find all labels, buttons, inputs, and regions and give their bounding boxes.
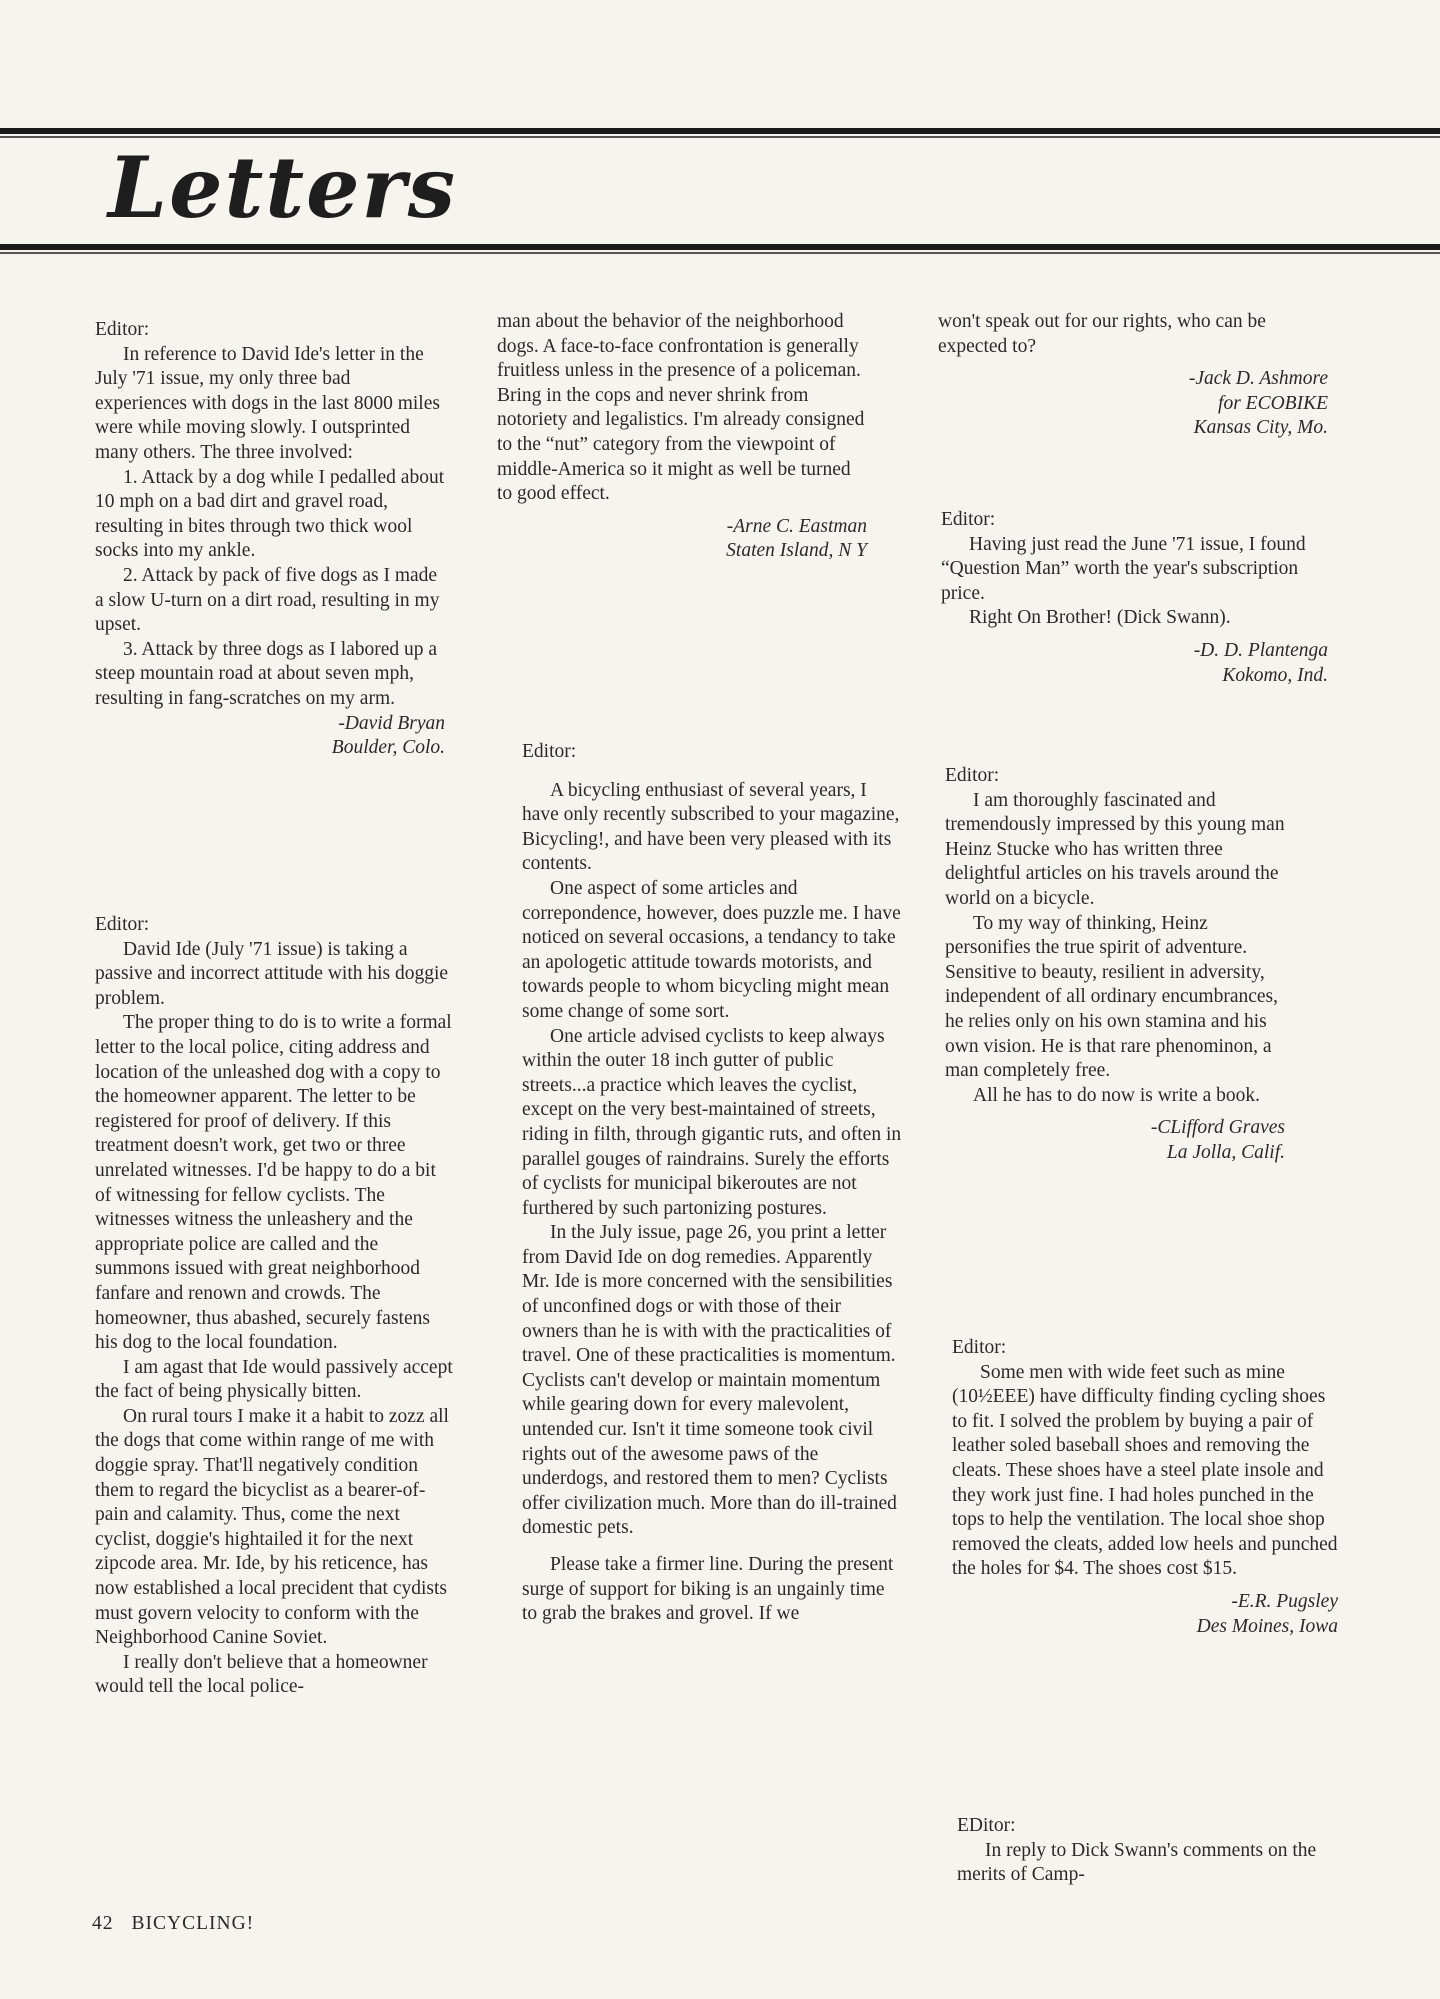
letter-signature-name: -Arne C. Eastman: [726, 515, 867, 537]
letter-salutation: Editor:: [95, 914, 150, 935]
letter-paragraph: 3. Attack by three dogs as I labored up a steep mountain road at about seven mph, resulting in fang-scratches on my arm.: [95, 638, 438, 709]
letter-paragraph: One article advised cyclists to keep always within the outer 18 inch gutter of public streets...a practice which leaves the cyclist, except on the very best-maintained of streets, riding in filth, through gigantic ruts, and often in parallel gouges of raindrains. Surely the efforts of cyclists for municipal bikeroutes are not furthered by such partonizing postures.: [522, 1025, 902, 1219]
letter-paragraph: 1. Attack by a dog while I pedalled about 10 mph on a bad dirt and gravel road, resulting in bites through two thick wool socks into my ankle.: [95, 466, 445, 562]
letter-signature-name: -E.R. Pugsley: [1231, 1590, 1338, 1612]
letter-paragraph: David Ide (July '71 issue) is taking a passive and incorrect attitude with his doggie problem.: [95, 938, 449, 1009]
letter-salutation: Editor:: [95, 319, 150, 340]
letter-camp-reply: [957, 1814, 1317, 1888]
letter-paragraph: To my way of thinking, Heinz personifies the true spirit of adventure. Sensitive to beauty, resilient in adversity, independent of all ordinary encumbrances, he relies only on his own stamina and his own vision. He is that rare phenominon, a man completely free.: [945, 912, 1278, 1082]
letter-paragraph: In the July issue, page 26, you print a letter from David Ide on dog remedies. Apparently Mr. Ide is more concerned with the sensibilities of unconfined dogs or with those of their owners than he is with with the practicalities of travel. One of these practicalities is momentum. Cyclists can't develop or maintain momentum while gearing down for every malevolent, untended cur. Isn't it time someone took civil rights out of the awesome paws of the underdogs, and restored them to men? Cyclists offer civilization much. More than do ill-trained domestic pets.: [522, 1222, 897, 1539]
letter-continuation: man about the behavior of the neighborhood dogs. A face-to-face confrontation is generally fruitless unless in the presence of a policeman. Bring in the cops and never shrink from notoriety and legalistics. I'm already consigned to the “nut” category from the viewpoint of middle-America so it might as well be turned to good effect.: [497, 311, 865, 505]
letter-paragraph: I am agast that Ide would passively accept the fact of being physically bitten.: [95, 1356, 453, 1403]
letter-signature-place: Boulder, Colo.: [331, 737, 445, 759]
letter-paragraph: The proper thing to do is to write a formal letter to the local police, citing address and location of the unleashed dog with a copy to the homeowner apparent. The letter to be registered for proof of delivery. If this treatment doesn't work, get two or three unrelated witnesses. I'd be happy to do a bit of witnessing for fellow cyclists. The witnesses witness the unleashery and the appropriate police are called and the summons issued with great neighborhood fanfare and renown and crowds. The homeowner, thus abashed, securely fastens his dog to the local foundation.: [95, 1012, 452, 1354]
letter-arne-eastman: [95, 913, 455, 1700]
letter-paragraph: I am thoroughly fascinated and tremendously impressed by this young man Heinz Stucke who has written three delightful articles on his travels around the world on a bicycle.: [945, 789, 1285, 909]
letter-signature-place: La Jolla, Calif.: [1166, 1141, 1285, 1163]
magazine-name: BICYCLING!: [131, 1913, 255, 1934]
letter-paragraph: Having just read the June '71 issue, I found “Question Man” worth the year's subscription price.: [941, 533, 1306, 604]
letter-signature-org: for ECOBIKE: [1218, 392, 1328, 414]
page-footer: [92, 1913, 254, 1935]
letter-signature-name: -David Bryan: [338, 712, 445, 734]
letter-paragraph: 2. Attack by pack of five dogs as I made a slow U-turn on a dirt road, resulting in my upset.: [95, 564, 440, 636]
letter-salutation: EDitor:: [957, 1815, 1016, 1836]
letter-plantenga: [941, 508, 1328, 688]
letter-signature-place: Staten Island, N Y: [726, 540, 867, 562]
letter-paragraph: I really don't believe that a homeowner would tell the local police-: [95, 1651, 428, 1698]
letter-signature-place: Kansas City, Mo.: [1193, 417, 1328, 439]
letter-pugsley: [952, 1336, 1338, 1639]
letter-paragraph: Right On Brother! (Dick Swann).: [969, 607, 1231, 629]
letter-signature-place: Kokomo, Ind.: [1222, 664, 1328, 686]
letter-continuation: won't speak out for our rights, who can be expected to?: [938, 311, 1266, 357]
letter-paragraph: A bicycling enthusiast of several years, I have only recently subscribed to your magazine, Bicycling!, and have been very pleased with its contents.: [522, 779, 900, 875]
page-number: 42: [92, 1913, 114, 1934]
letter-salutation: Editor:: [941, 509, 996, 530]
letter-paragraph: In reference to David Ide's letter in the July '71 issue, my only three bad experiences with dogs in the last 8000 miles were while moving slowly. I outsprinted many others. The three involved:: [95, 343, 440, 463]
letter-paragraph: On rural tours I make it a habit to zozz all the dogs that come within range of me with doggie spray. That'll negatively condition them to regard the bicyclist as a bearer-of-pain and calamity. Thus, come the next cyclist, doggie's hightailed it for the next zipcode area. Mr. Ide, by his reticence, has now established a local precident that cydists must govern velocity to conform with the Neighborhood Canine Soviet.: [95, 1405, 449, 1649]
letter-salutation: Editor:: [952, 1337, 1007, 1358]
letter-paragraph: Please take a firmer line. During the present surge of support for biking is an ungainly time to grab the brakes and grovel. If we: [522, 1554, 894, 1625]
letter-arne-eastman-continued: [497, 310, 867, 564]
letter-paragraph: In reply to Dick Swann's comments on the merits of Camp-: [957, 1839, 1317, 1886]
letter-paragraph: Some men with wide feet such as mine (10½EEE) have difficulty finding cycling shoes to fit. I solved the problem by buying a pair of leather soled baseball shoes and removing the cleats. These shoes have a steel plate insole and they work just fine. I had holes punched in the tops to help the ventilation. The local shoe shop removed the cleats, added low heels and punched the holes for $4. The shoes cost $15.: [952, 1361, 1338, 1580]
letter-david-bryan: [95, 318, 445, 761]
letter-signature-name: -CLifford Graves: [1150, 1117, 1285, 1139]
letter-paragraph: One aspect of some articles and correpondence, however, does puzzle me. I have noticed on several occasions, a tendancy to take an apologetic attitude towards motorists, and towards people to whom bicycling might mean some change of some sort.: [522, 877, 901, 1022]
page-title: Letters: [108, 138, 458, 237]
letter-jack-ashmore: [522, 740, 902, 1627]
letter-signature-place: Des Moines, Iowa: [1196, 1615, 1338, 1637]
letter-paragraph: All he has to do now is write a book.: [973, 1084, 1261, 1106]
letter-jack-ashmore-continued: [938, 310, 1328, 441]
masthead-rule-bottom-thin: [0, 252, 1440, 254]
letter-clifford-graves: [945, 764, 1285, 1166]
letter-salutation: Editor:: [945, 765, 1000, 786]
letter-salutation: Editor:: [522, 741, 577, 762]
letter-signature-name: -Jack D. Ashmore: [1188, 368, 1328, 390]
masthead-rule-bottom: [0, 244, 1440, 250]
letter-signature-name: -D. D. Plantenga: [1193, 639, 1328, 661]
